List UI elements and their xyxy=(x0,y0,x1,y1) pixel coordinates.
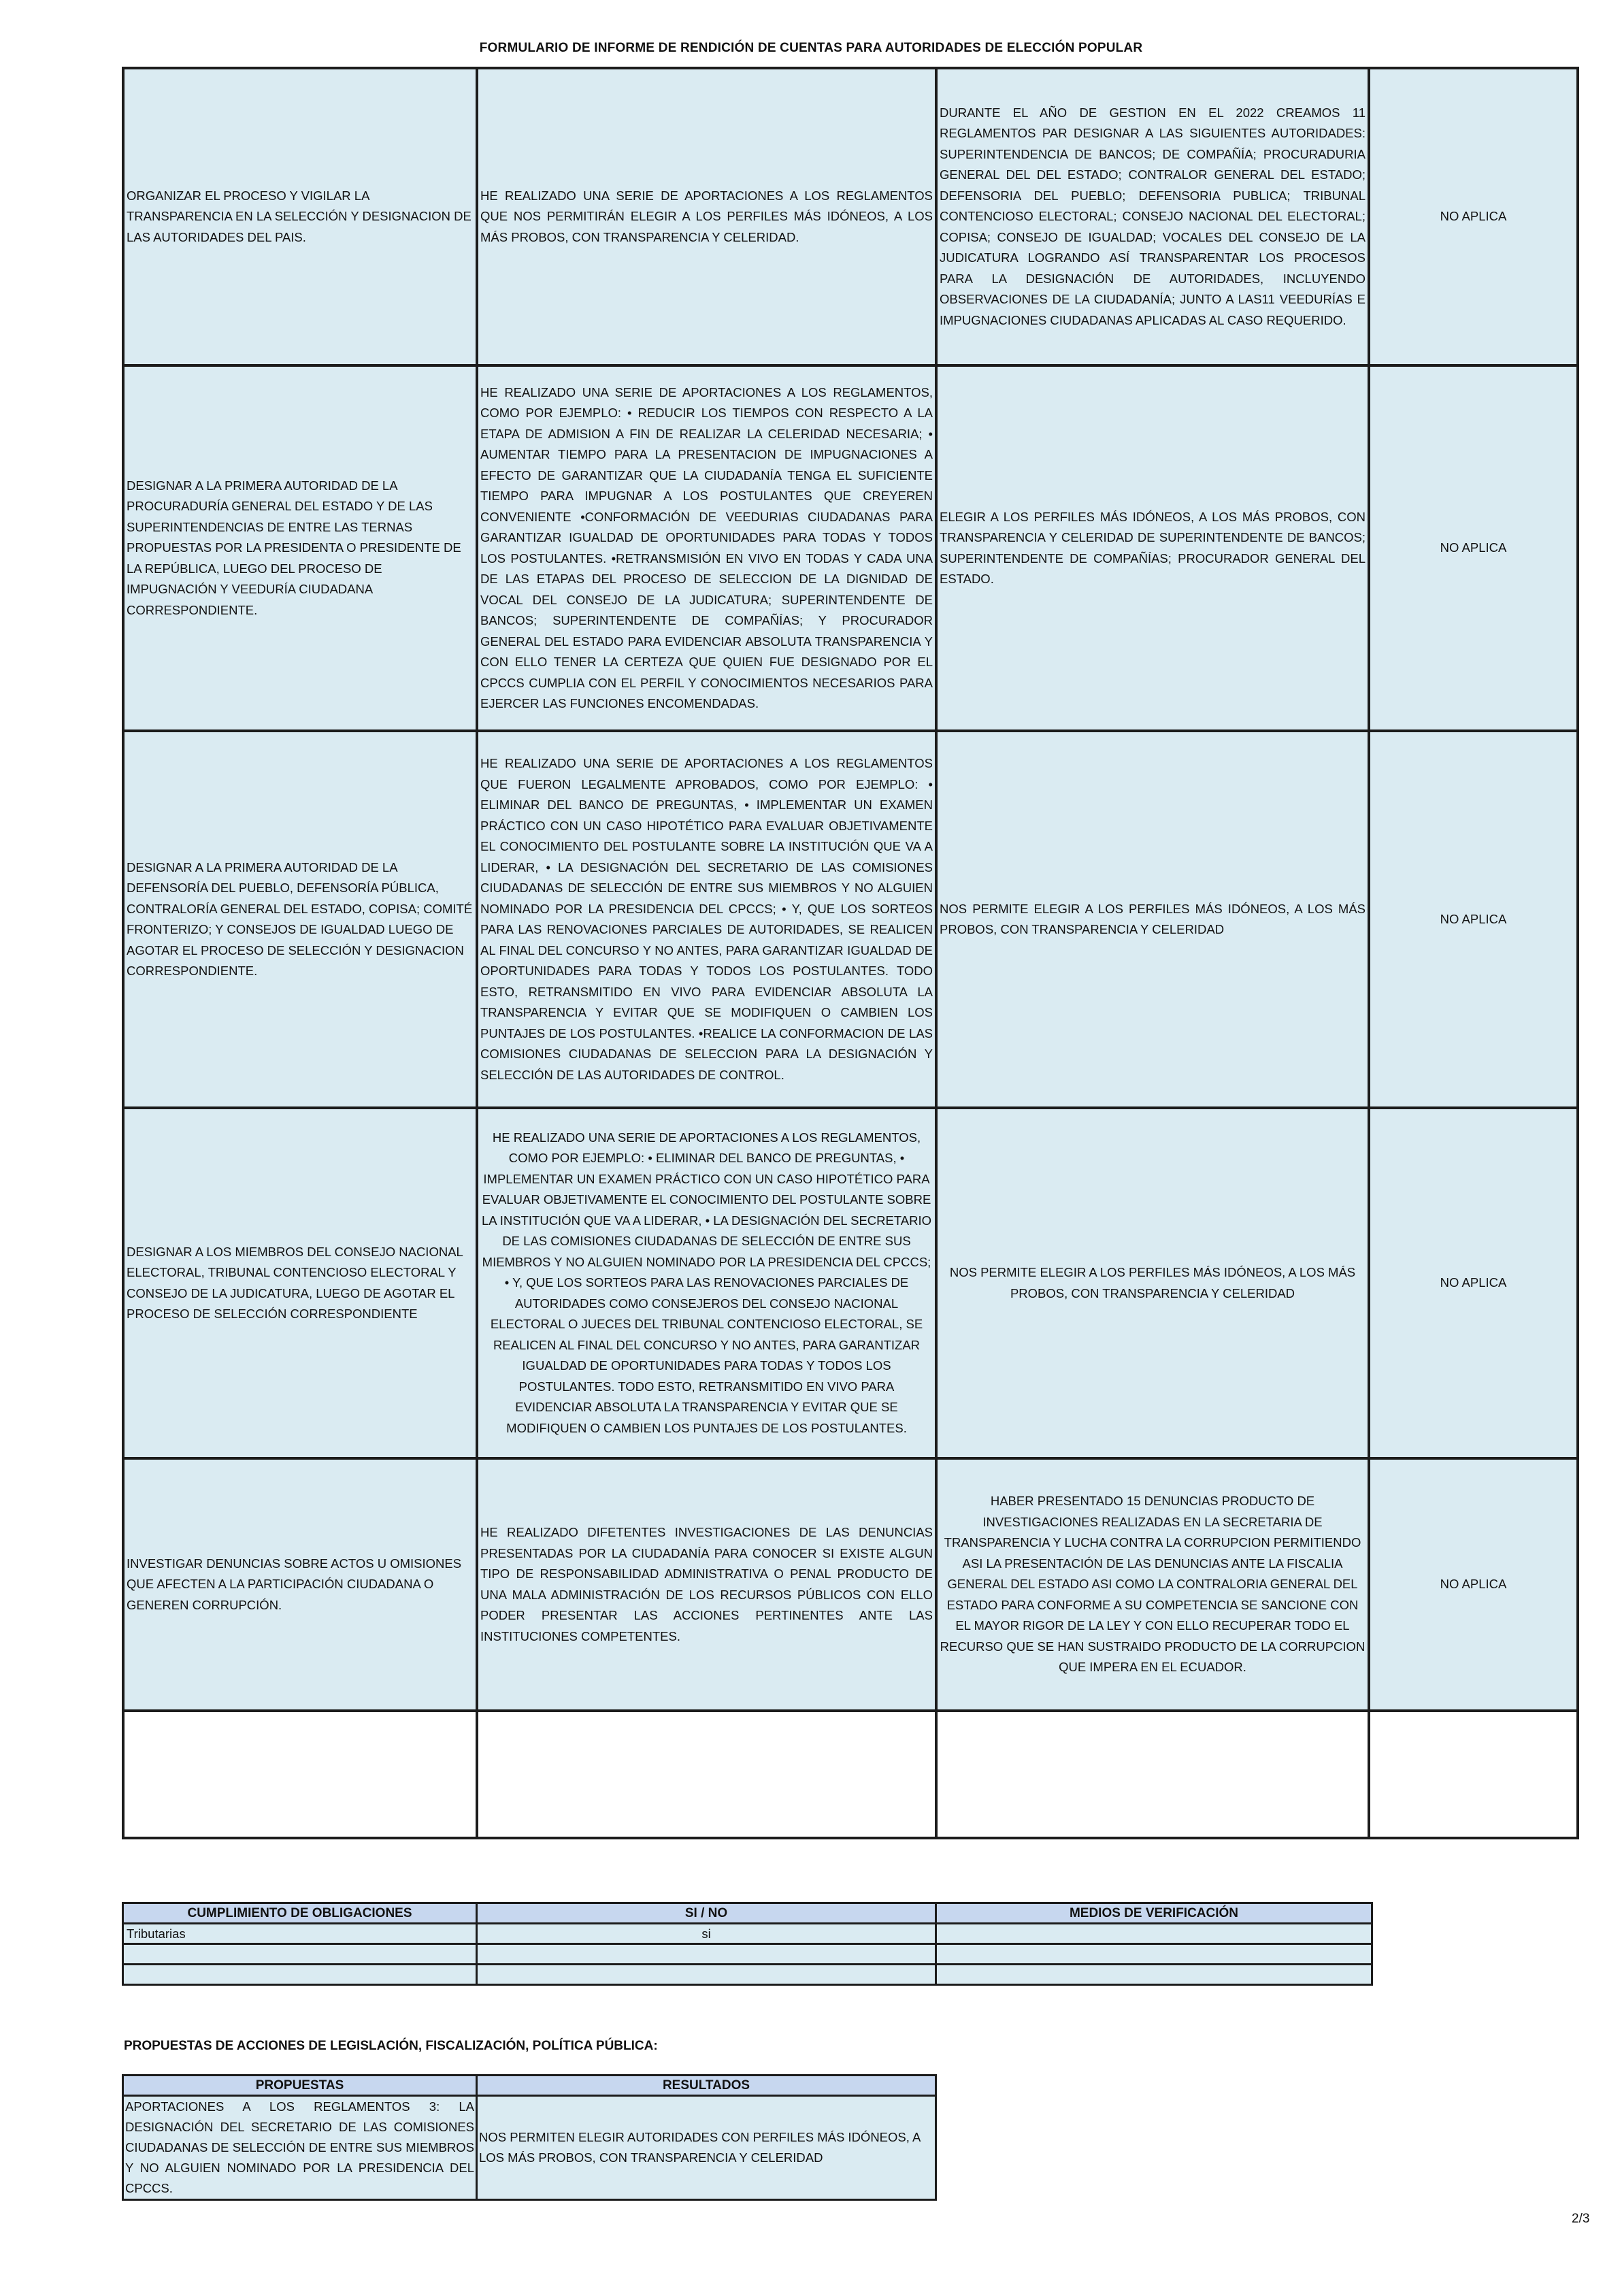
empty-cell xyxy=(123,1711,477,1838)
objective-cell: DESIGNAR A LOS MIEMBROS DEL CONSEJO NACIONAL ELECTORAL, TRIBUNAL CONTENCIOSO ELECTORAL Y CONSEJO DE LA JUDICATURA, LUEGO DE AGOTAR EL PROCESO DE SELECCIÓN CORRESPONDIENTE xyxy=(123,1108,477,1458)
empty-row xyxy=(123,1711,1578,1838)
table-row xyxy=(123,1965,1372,1985)
proposals-table xyxy=(122,2074,937,2201)
table-row xyxy=(123,1944,1372,1965)
page-number: 2/3 xyxy=(1572,2212,1590,2226)
column-header: CUMPLIMIENTO DE OBLIGACIONES xyxy=(123,1903,477,1924)
actions-cell: HE REALIZADO UNA SERIE DE APORTACIONES A LOS REGLAMENTOS QUE NOS PERMITIRÁN ELEGIR A LOS PERFILES MÁS IDÓNEOS, A LOS MÁS PROBOS, CON TRANSPARENCIA Y CELERIDAD. xyxy=(477,68,936,365)
column-header: MEDIOS DE VERIFICACIÓN xyxy=(936,1903,1372,1924)
table-row xyxy=(123,365,1578,731)
results-cell: ELEGIR A LOS PERFILES MÁS IDÓNEOS, A LOS MÁS PROBOS, CON TRANSPARENCIA Y CELERIDAD DE SUPERINTENDENTE DE BANCOS; SUPERINTENDENTE DE COMPAÑÍAS; PROCURADOR GENERAL DEL ESTADO. xyxy=(936,365,1369,731)
proposal-cell: APORTACIONES A LOS REGLAMENTOS 3: LA DESIGNACIÓN DEL SECRETARIO DE LAS COMISIONES CIUDADANAS DE SELECCIÓN DE ENTRE SUS MIEMBROS Y NO ALGUIEN NOMINADO POR LA PRESIDENCIA DEL CPCCS. xyxy=(123,2096,477,2200)
column-header: PROPUESTAS xyxy=(123,2076,477,2096)
results-cell: NOS PERMITE ELEGIR A LOS PERFILES MÁS IDÓNEOS, A LOS MÁS PROBOS, CON TRANSPARENCIA Y CELERIDAD xyxy=(936,1108,1369,1458)
empty-cell xyxy=(477,1711,936,1838)
results-cell: HABER PRESENTADO 15 DENUNCIAS PRODUCTO DE INVESTIGACIONES REALIZADAS EN LA SECRETARIA DE TRANSPARENCIA Y LUCHA CONTRA LA CORRUPCION PERMITIENDO ASI LA PRESENTACIÓN DE LAS DENUNCIAS ANTE LA FISCALIA GENERAL DEL ESTADO ASI COMO LA CONTRALORIA GENERAL DEL ESTADO PARA CONFORME A SU COMPETENCIA SE SANCIONE CON EL MAYOR RIGOR DE LA LEY Y CON ELLO RECUPERAR TODO EL RECURSO QUE SE HAN SUSTRAIDO PRODUCTO DE LA CORRUPCION QUE IMPERA EN EL ECUADOR. xyxy=(936,1458,1369,1711)
observations-cell: NO APLICA xyxy=(1369,1108,1578,1458)
empty-cell xyxy=(936,1711,1369,1838)
table-row xyxy=(123,1458,1578,1711)
actions-cell: HE REALIZADO UNA SERIE DE APORTACIONES A LOS REGLAMENTOS, COMO POR EJEMPLO: • REDUCIR LOS TIEMPOS CON RESPECTO A LA ETAPA DE ADMISION A FIN DE REALIZAR LA CELERIDAD NECESARIA; • AUMENTAR TIEMPO PARA LA PRESENTACION DE IMPUGNACIONES A EFECTO DE GARANTIZAR QUE LA CIUDADANÍA TENGA EL SUFICIENTE TIEMPO PARA IMPUGNAR A LOS POSTULANTES QUE CREYEREN CONVENIENTE •CONFORMACIÓN DE VEEDURIAS CIUDADANAS PARA GARANTIZAR IGUALDAD DE OPORTUNIDADES PARA TODAS Y TODOS LOS POSTULANTES. •RETRANSMISIÓN EN VIVO EN TODAS Y CADA UNA DE LAS ETAPAS DEL PROCESO DE SELECCION DE LA DIGNIDAD DE VOCAL DEL CONSEJO DE LA JUDICATURA; SUPERINTENDENTE DE BANCOS; SUPERINTENDENTE DE COMPAÑÍAS; Y PROCURADOR GENERAL DEL ESTADO PARA EVIDENCIAR ABSOLUTA TRANSPARENCIA Y CON ELLO TENER LA CERTEZA QUE QUIEN FUE DESIGNADO POR EL CPCCS CUMPLIA CON EL PERFIL Y CONOCIMIENTOS NECESARIOS PARA EJERCER LAS FUNCIONES ENCOMENDADAS. xyxy=(477,365,936,731)
column-header: SI / NO xyxy=(477,1903,936,1924)
results-cell: NOS PERMITE ELEGIR A LOS PERFILES MÁS IDÓNEOS, A LOS MÁS PROBOS, CON TRANSPARENCIA Y CELERIDAD xyxy=(936,731,1369,1108)
actions-cell: HE REALIZADO UNA SERIE DE APORTACIONES A LOS REGLAMENTOS, COMO POR EJEMPLO: • ELIMINAR DEL BANCO DE PREGUNTAS, • IMPLEMENTAR UN EXAMEN PRÁCTICO CON UN CASO HIPOTÉTICO PARA EVALUAR OBJETIVAMENTE EL CONOCIMIENTO DEL POSTULANTE SOBRE LA INSTITUCIÓN QUE VA A LIDERAR, • LA DESIGNACIÓN DEL SECRETARIO DE LAS COMISIONES CIUDADANAS DE SELECCIÓN DE ENTRE SUS MIEMBROS Y NO ALGUIEN NOMINADO POR LA PRESIDENCIA DEL CPCCS; • Y, QUE LOS SORTEOS PARA LAS RENOVACIONES PARCIALES DE AUTORIDADES COMO CONSEJEROS DEL CONSEJO NACIONAL ELECTORAL O JUECES DEL TRIBUNAL CONTENCIOSO ELECTORAL, SE REALICEN AL FINAL DEL CONCURSO Y NO ANTES, PARA GARANTIZAR IGUALDAD DE OPORTUNIDADES PARA TODAS Y TODOS LOS POSTULANTES. TODO ESTO, RETRANSMITIDO EN VIVO PARA EVIDENCIAR ABSOLUTA LA TRANSPARENCIA Y EVITAR QUE SE MODIFIQUEN O CAMBIEN LOS PUNTAJES DE LOS POSTULANTES. xyxy=(477,1108,936,1458)
table-row xyxy=(123,1108,1578,1458)
objective-cell: DESIGNAR A LA PRIMERA AUTORIDAD DE LA DEFENSORÍA DEL PUEBLO, DEFENSORÍA PÚBLICA, CONTRALORÍA GENERAL DEL ESTADO, COPISA; COMITÉ FRONTERIZO; Y CONSEJOS DE IGUALDAD LUEGO DE AGOTAR EL PROCESO DE SELECCIÓN Y DESIGNACION CORRESPONDIENTE. xyxy=(123,731,477,1108)
objective-cell: INVESTIGAR DENUNCIAS SOBRE ACTOS U OMISIONES QUE AFECTEN A LA PARTICIPACIÓN CIUDADANA O GENEREN CORRUPCIÓN. xyxy=(123,1458,477,1711)
observations-cell: NO APLICA xyxy=(1369,68,1578,365)
results-cell: DURANTE EL AÑO DE GESTION EN EL 2022 CREAMOS 11 REGLAMENTOS PAR DESIGNAR A LAS SIGUIENTES AUTORIDADES: SUPERINTENDENCIA DE BANCOS; DE COMPAÑÍA; PROCURADURIA GENERAL DEL DEL ESTADO; CONTRALOR GENERAL DEL ESTADO; DEFENSORIA DEL PUEBLO; DEFENSORIA PUBLICA; TRIBUNAL CONTENCIOSO ELECTORAL; CONSEJO NACIONAL DEL ELECTORAL; COPISA; CONSEJO DE IGUALDAD; VOCALES DEL CONSEJO DE LA JUDICATURA LOGRANDO ASÍ TRANSPARENTAR LOS PROCESOS PARA LA DESIGNACIÓN DE AUTORIDADES, INCLUYENDO OBSERVACIONES DE LA CIUDADANÍA; JUNTO A LAS11 VEEDURÍAS E IMPUGNACIONES CIUDADANAS APLICADAS AL CASO REQUERIDO. xyxy=(936,68,1369,365)
obligation-answer xyxy=(477,1944,936,1965)
proposals-title: PROPUESTAS DE ACCIONES DE LEGISLACIÓN, FISCALIZACIÓN, POLÍTICA PÚBLICA: xyxy=(124,2039,658,2053)
obligation-verification xyxy=(936,1965,1372,1985)
result-cell: NOS PERMITEN ELEGIR AUTORIDADES CON PERFILES MÁS IDÓNEOS, A LOS MÁS PROBOS, CON TRANSPARENCIA Y CELERIDAD xyxy=(477,2096,936,2200)
actions-cell: HE REALIZADO UNA SERIE DE APORTACIONES A LOS REGLAMENTOS QUE FUERON LEGALMENTE APROBADOS, COMO POR EJEMPLO: • ELIMINAR DEL BANCO DE PREGUNTAS, • IMPLEMENTAR UN EXAMEN PRÁCTICO CON UN CASO HIPOTÉTICO PARA EVALUAR OBJETIVAMENTE EL CONOCIMIENTO DEL POSTULANTE SOBRE LA INSTITUCIÓN QUE VA A LIDERAR, • LA DESIGNACIÓN DEL SECRETARIO DE LAS COMISIONES CIUDADANAS DE SELECCIÓN DE ENTRE SUS MIEMBROS Y NO ALGUIEN NOMINADO POR LA PRESIDENCIA DEL CPCCS; • Y, QUE LOS SORTEOS PARA LAS RENOVACIONES PARCIALES DE AUTORIDADES, SE REALICEN AL FINAL DEL CONCURSO Y NO ANTES, PARA GARANTIZAR IGUALDAD DE OPORTUNIDADES PARA TODAS Y TODOS LOS POSTULANTES. TODO ESTO, RETRANSMITIDO EN VIVO PARA EVIDENCIAR ABSOLUTA LA TRANSPARENCIA Y EVITAR QUE SE MODIFIQUEN O CAMBIEN LOS PUNTAJES DE LOS POSTULANTES. •REALICE LA CONFORMACION DE LAS COMISIONES CIUDADANAS DE SELECCION PARA LA DESIGNACIÓN Y SELECCIÓN DE LAS AUTORIDADES DE CONTROL. xyxy=(477,731,936,1108)
obligation-type xyxy=(123,1965,477,1985)
table-header-row xyxy=(123,2076,936,2096)
obligation-answer xyxy=(477,1965,936,1985)
obligation-answer: si xyxy=(477,1924,936,1944)
table-row xyxy=(123,2096,936,2200)
obligations-table xyxy=(122,1902,1373,1986)
obligation-verification xyxy=(936,1944,1372,1965)
table-row xyxy=(123,731,1578,1108)
obligation-type: Tributarias xyxy=(123,1924,477,1944)
table-row xyxy=(123,1924,1372,1944)
empty-cell xyxy=(1369,1711,1578,1838)
objective-cell: DESIGNAR A LA PRIMERA AUTORIDAD DE LA PROCURADURÍA GENERAL DEL ESTADO Y DE LAS SUPERINTENDENCIAS DE ENTRE LAS TERNAS PROPUESTAS POR LA PRESIDENTA O PRESIDENTE DE LA REPÚBLICA, LUEGO DEL PROCESO DE IMPUGNACIÓN Y VEEDURÍA CIUDADANA CORRESPONDIENTE. xyxy=(123,365,477,731)
obligation-verification xyxy=(936,1924,1372,1944)
observations-cell: NO APLICA xyxy=(1369,731,1578,1108)
form-title: FORMULARIO DE INFORME DE RENDICIÓN DE CUENTAS PARA AUTORIDADES DE ELECCIÓN POPULAR xyxy=(479,41,1143,55)
rendicion-table xyxy=(122,67,1579,1839)
actions-cell: HE REALIZADO DIFETENTES INVESTIGACIONES DE LAS DENUNCIAS PRESENTADAS POR LA CIUDADANÍA PARA CONOCER SI EXISTE ALGUN TIPO DE RESPONSABILIDAD ADMINISTRATIVA O PENAL PRODUCTO DE UNA MALA ADMINISTRACIÓN DE LOS RECURSOS PÚBLICOS CON ELLO PODER PRESENTAR LAS ACCIONES PERTINENTES ANTE LAS INSTITUCIONES COMPETENTES. xyxy=(477,1458,936,1711)
observations-cell: NO APLICA xyxy=(1369,365,1578,731)
obligation-type xyxy=(123,1944,477,1965)
objective-cell: ORGANIZAR EL PROCESO Y VIGILAR LA TRANSPARENCIA EN LA SELECCIÓN Y DESIGNACION DE LAS AUTORIDADES DEL PAIS. xyxy=(123,68,477,365)
table-row xyxy=(123,68,1578,365)
table-header-row xyxy=(123,1903,1372,1924)
observations-cell: NO APLICA xyxy=(1369,1458,1578,1711)
column-header: RESULTADOS xyxy=(477,2076,936,2096)
